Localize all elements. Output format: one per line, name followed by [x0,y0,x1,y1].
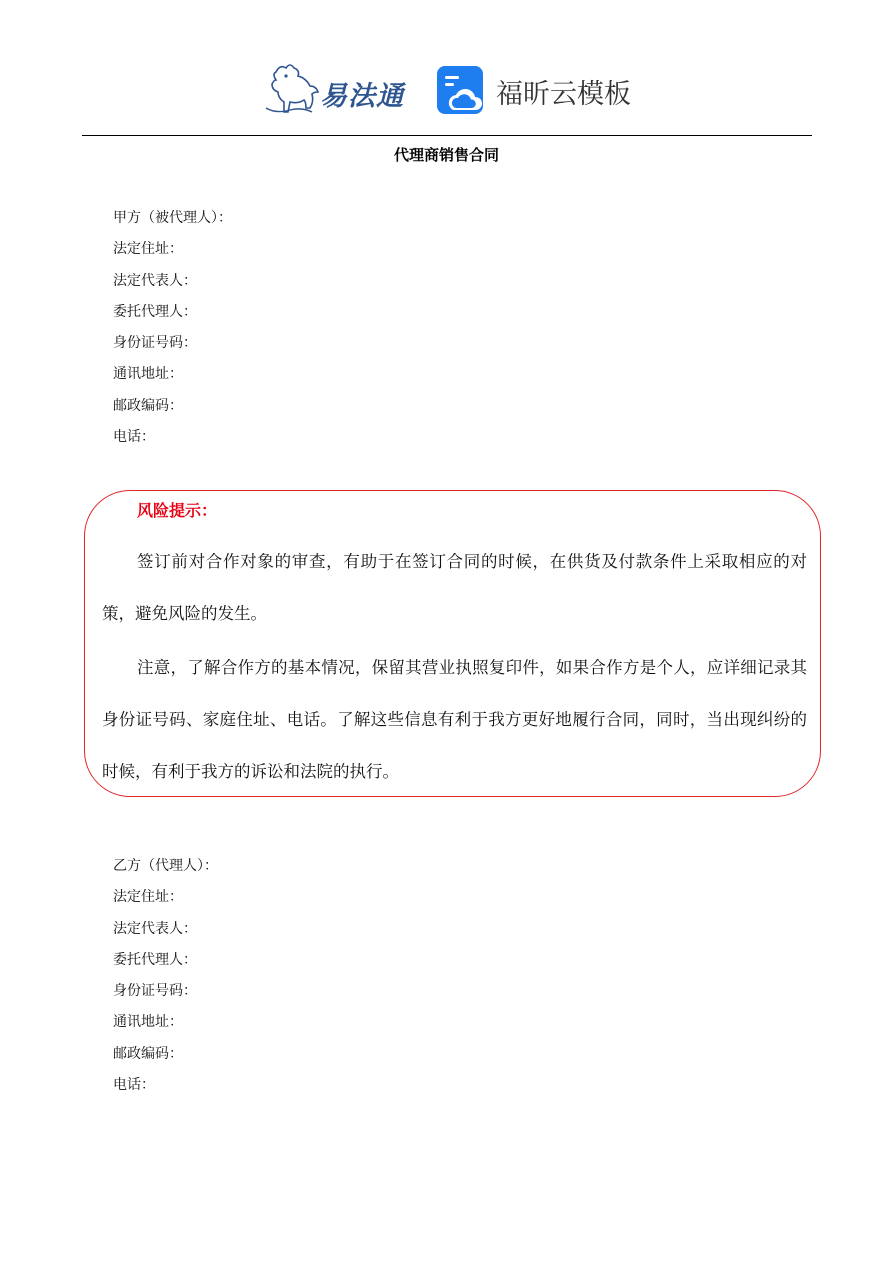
fuxin-brand-text: 福昕云模板 [496,79,631,110]
document-header [0,58,893,122]
party-b-section [113,851,513,1101]
risk-notice-paragraph: 注意，了解合作方的基本情况，保留其营业执照复印件，如果合作方是个人，应详细记录其身份证号码、家庭住址、电话。了解这些信息有利于我方更好地履行合同，同时，当出现纠纷的时候，有利于我方的诉讼和法院的执行。 [102,658,807,781]
party-b-address-label: 法定住址： [113,889,183,906]
party-b-name-label: 乙方（代理人）： [113,858,218,874]
party-a-phone-label: 电话： [113,429,155,446]
party-a-name-label: 甲方（被代理人）： [113,210,232,226]
party-a-address-label: 法定住址： [113,241,183,258]
yifatong-logo [262,62,414,118]
cloud-document-icon [436,64,486,116]
document-title: 代理商销售合同 [393,146,499,164]
party-a-postal-code-label: 邮政编码： [113,397,183,414]
risk-notice-paragraph: 签订前对合作对象的审查，有助于在签订合同的时候，在供货及付款条件上采取相应的对策，避免风险的发生。 [102,552,807,623]
party-b-postal-code-label: 邮政编码： [113,1045,183,1062]
party-a-id-number-label: 身份证号码： [113,335,197,352]
party-a-mailing-address-label: 通讯地址： [113,366,183,383]
party-b-mailing-address-label: 通讯地址： [113,1014,183,1031]
party-a-agent-label: 委托代理人： [113,303,197,320]
header-divider [82,135,812,136]
party-a-section [113,203,513,453]
party-b-legal-rep-label: 法定代表人： [113,920,197,937]
yifatong-brand-text: 易法通 [320,81,404,112]
fuxin-logo [436,64,646,118]
risk-notice-title: 风险提示： [137,501,218,520]
party-a-legal-rep-label: 法定代表人： [113,272,197,289]
party-b-phone-label: 电话： [113,1077,155,1094]
party-b-id-number-label: 身份证号码： [113,983,197,1000]
party-b-agent-label: 委托代理人： [113,951,197,968]
qilin-mascot-icon [262,62,322,118]
